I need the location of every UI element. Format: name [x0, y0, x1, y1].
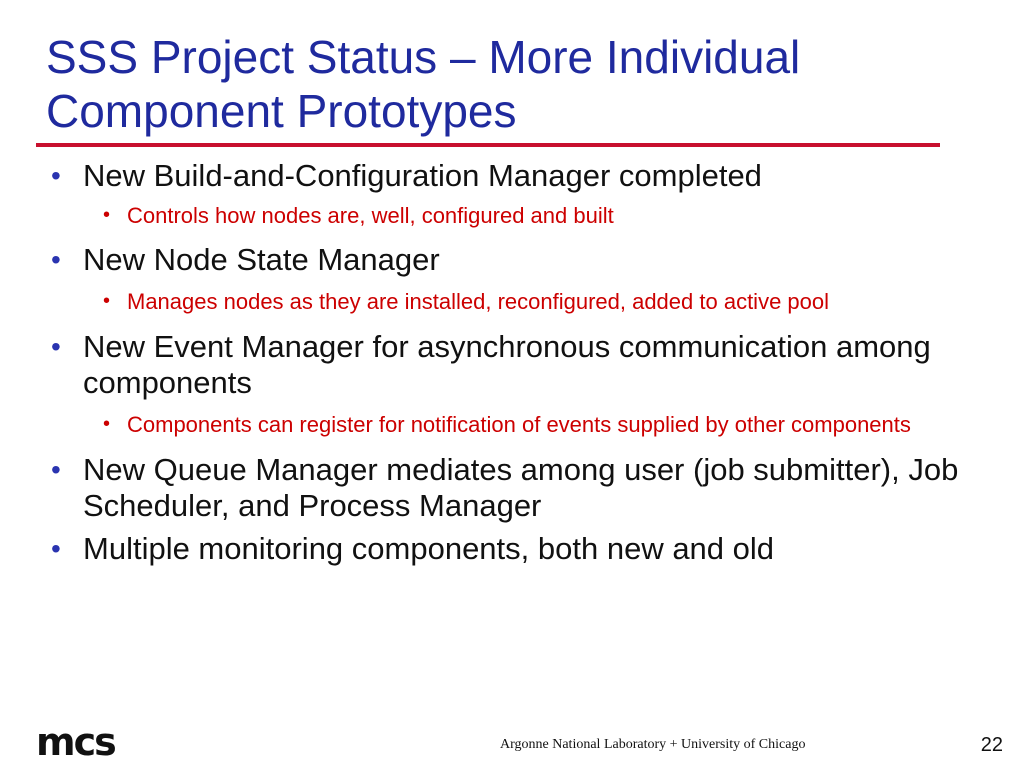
- sub-bullet-marker: •: [103, 413, 111, 435]
- mcs-logo: mcs: [36, 720, 115, 764]
- sub-bullet-item-3: [103, 409, 967, 440]
- bullet-marker: •: [51, 160, 61, 191]
- sub-bullet-item-1: [103, 200, 967, 231]
- bullet-text: New Build-and-Configuration Manager completed: [83, 158, 762, 193]
- title-underline: [36, 143, 940, 147]
- bullet-item-3: [51, 329, 983, 401]
- page-number: 22: [980, 734, 1003, 756]
- sub-bullet-marker: •: [103, 204, 111, 226]
- bullet-item-5: [51, 531, 983, 567]
- bullet-marker: •: [51, 533, 61, 564]
- bullet-marker: •: [51, 454, 61, 485]
- sub-bullet-item-2: [103, 286, 967, 317]
- sub-bullet-marker: •: [103, 290, 111, 312]
- bullet-marker: •: [51, 331, 61, 362]
- bullet-text: New Event Manager for asynchronous communication among components: [83, 329, 931, 400]
- bullet-text: New Queue Manager mediates among user (job submitter), Job Scheduler, and Process Manager: [83, 452, 959, 523]
- bullet-text: New Node State Manager: [83, 242, 440, 277]
- bullet-text: Multiple monitoring components, both new and old: [83, 531, 775, 566]
- sub-bullet-text: Controls how nodes are, well, configured and built: [127, 203, 614, 228]
- sub-bullet-text: Components can register for notification of events supplied by other components: [127, 412, 911, 437]
- slide-title: SSS Project Status – More Individual Component Prototypes: [46, 31, 801, 137]
- bullet-marker: •: [51, 244, 61, 275]
- bullet-list: [0, 158, 1024, 567]
- sub-bullet-text: Manages nodes as they are installed, reconfigured, added to active pool: [127, 289, 830, 314]
- footer-institution: Argonne National Laboratory + University of Chicago: [500, 737, 806, 752]
- bullet-item-1: [51, 158, 983, 194]
- bullet-item-4: [51, 452, 983, 524]
- bullet-item-2: [51, 242, 983, 278]
